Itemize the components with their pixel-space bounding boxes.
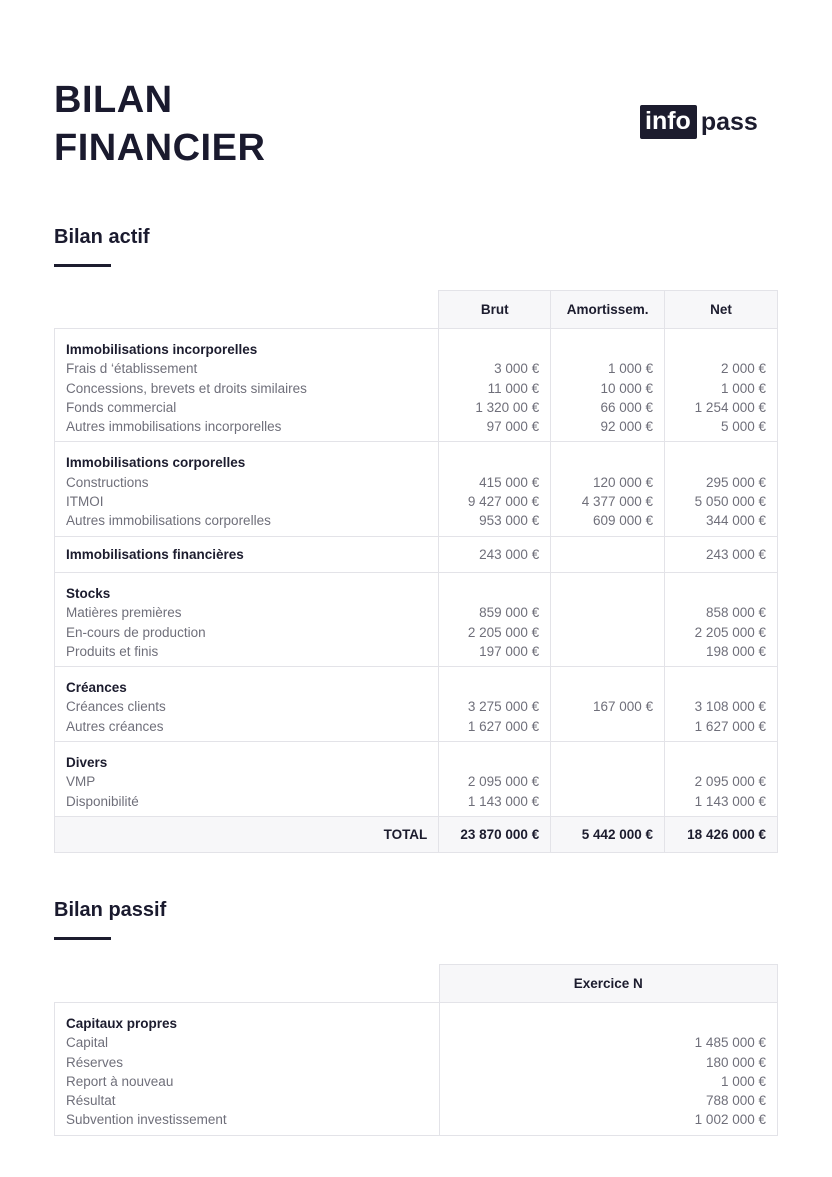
group-heading: Immobilisations financières <box>66 546 244 562</box>
logo-pass: pass <box>700 108 758 136</box>
item-brut: 1 320 00 € <box>475 399 540 415</box>
net-cell <box>665 329 778 442</box>
amortissement-cell <box>551 667 665 742</box>
actif-header-empty <box>55 291 439 329</box>
col-header-amortissement: Amortissem. <box>551 291 665 329</box>
item-amortissement: 167 000 € <box>593 699 654 715</box>
item-label: Capital <box>66 1035 109 1051</box>
amortissement-cell <box>551 442 665 536</box>
item-brut: 415 000 € <box>479 474 540 490</box>
amortissement-cell <box>551 742 665 817</box>
group-label-cell <box>55 442 439 536</box>
item-label: Résultat <box>66 1093 116 1109</box>
group-heading: Stocks <box>66 585 111 601</box>
actif-section-title: Bilan actif <box>54 226 150 248</box>
spacer <box>450 584 539 603</box>
actif-group-row <box>55 572 778 666</box>
item-net: 1 627 000 € <box>694 718 766 734</box>
spacer <box>562 678 653 697</box>
item-brut: 3 275 000 € <box>467 699 540 715</box>
actif-group-row <box>55 442 778 536</box>
item-net: 198 000 € <box>705 643 766 659</box>
actif-group-row <box>55 742 778 817</box>
actif-total-row <box>55 816 778 852</box>
item-label: Autres immobilisations incorporelles <box>66 419 282 435</box>
item-label: Produits et finis <box>66 643 159 659</box>
item-value: 1 002 000 € <box>694 1112 766 1128</box>
spacer <box>676 753 766 772</box>
spacer <box>450 340 539 359</box>
item-label: Frais d ‘établissement <box>66 361 198 377</box>
col-header-net: Net <box>665 291 778 329</box>
logo-info: info <box>640 105 697 139</box>
page-title-line2: FINANCIER <box>54 127 266 169</box>
amortissement-cell <box>551 329 665 442</box>
item-brut: 197 000 € <box>479 643 540 659</box>
item-label: Créances clients <box>66 699 166 715</box>
spacer <box>676 678 766 697</box>
net-cell <box>665 572 778 666</box>
spacer <box>562 753 653 772</box>
col-header-brut: Brut <box>439 291 551 329</box>
col-header-exercice: Exercice N <box>439 965 777 1003</box>
item-amortissement: 4 377 000 € <box>581 494 654 510</box>
group-net: 243 000 € <box>705 546 766 562</box>
group-label-cell <box>55 572 439 666</box>
spacer <box>450 753 539 772</box>
spacer <box>562 584 653 603</box>
group-label-cell <box>55 1003 440 1136</box>
net-cell <box>665 667 778 742</box>
item-net: 295 000 € <box>705 474 766 490</box>
passif-header-empty <box>55 965 440 1003</box>
item-amortissement <box>562 717 653 736</box>
item-label: Autres créances <box>66 718 164 734</box>
group-heading: Divers <box>66 755 108 771</box>
net-cell <box>665 742 778 817</box>
passif-header-row <box>55 965 778 1003</box>
item-label: Constructions <box>66 474 149 490</box>
item-amortissement <box>562 603 653 622</box>
total-brut: 23 870 000 € <box>439 816 551 852</box>
item-brut: 11 000 € <box>487 380 540 396</box>
item-net: 344 000 € <box>705 513 766 529</box>
item-value: 1 485 000 € <box>694 1035 766 1051</box>
item-net: 3 108 000 € <box>694 699 766 715</box>
passif-title-underline <box>54 937 111 940</box>
item-value: 180 000 € <box>705 1054 766 1070</box>
spacer <box>450 453 539 472</box>
item-label: ITMOI <box>66 494 104 510</box>
passif-section-title: Bilan passif <box>54 899 167 921</box>
item-amortissement <box>562 623 653 642</box>
amortissement-cell <box>551 572 665 666</box>
amortissement-cell <box>551 536 665 572</box>
spacer <box>450 678 539 697</box>
item-amortissement <box>562 792 653 811</box>
item-amortissement <box>562 772 653 791</box>
group-heading: Immobilisations incorporelles <box>66 342 258 357</box>
item-brut: 2 095 000 € <box>467 774 540 790</box>
actif-title-underline <box>54 264 111 267</box>
actif-table <box>54 290 778 853</box>
item-net: 1 254 000 € <box>694 399 766 415</box>
item-label: Concessions, brevets et droits similaires <box>66 380 307 396</box>
item-label: Autres immobilisations corporelles <box>66 513 271 529</box>
group-label-cell <box>55 536 439 572</box>
passif-group-row <box>55 1003 778 1136</box>
group-heading: Capitaux propres <box>66 1016 178 1031</box>
item-amortissement: 66 000 € <box>600 399 654 415</box>
spacer <box>451 1014 766 1033</box>
item-amortissement: 609 000 € <box>593 513 654 529</box>
total-amortissement: 5 442 000 € <box>551 816 665 852</box>
page-title-line1: BILAN <box>54 79 173 121</box>
exercice-cell <box>439 1003 777 1136</box>
actif-header-row <box>55 291 778 329</box>
item-brut: 1 627 000 € <box>467 718 540 734</box>
page-title <box>54 76 265 172</box>
item-label: En-cours de production <box>66 624 206 640</box>
actif-group-row <box>55 329 778 442</box>
total-net: 18 426 000 € <box>665 816 778 852</box>
passif-table <box>54 964 778 1136</box>
item-label: Report à nouveau <box>66 1073 174 1089</box>
item-value: 788 000 € <box>705 1093 766 1109</box>
brut-cell <box>439 329 551 442</box>
item-amortissement: 10 000 € <box>600 380 654 396</box>
spacer <box>562 453 653 472</box>
item-label: Disponibilité <box>66 793 139 809</box>
spacer <box>676 453 766 472</box>
group-heading: Immobilisations corporelles <box>66 455 246 471</box>
brut-cell <box>439 572 551 666</box>
spacer <box>562 340 653 359</box>
brut-cell <box>439 536 551 572</box>
brut-cell <box>439 742 551 817</box>
net-cell <box>665 536 778 572</box>
item-brut: 2 205 000 € <box>467 624 540 640</box>
spacer <box>676 340 766 359</box>
item-net: 5 050 000 € <box>694 494 766 510</box>
group-brut: 243 000 € <box>479 546 540 562</box>
actif-group-row <box>55 536 778 572</box>
item-net: 1 143 000 € <box>694 793 766 809</box>
item-net: 2 205 000 € <box>694 624 766 640</box>
item-amortissement: 1 000 € <box>608 361 654 377</box>
item-amortissement: 120 000 € <box>593 474 654 490</box>
total-label: TOTAL <box>55 816 439 852</box>
item-label: Matières premières <box>66 605 182 621</box>
net-cell <box>665 442 778 536</box>
item-net: 2 000 € <box>720 361 766 377</box>
item-brut: 97 000 € <box>486 419 540 435</box>
item-brut: 3 000 € <box>494 361 540 377</box>
item-label: Subvention investissement <box>66 1112 227 1128</box>
item-amortissement: 92 000 € <box>600 419 654 435</box>
item-label: VMP <box>66 774 96 790</box>
item-brut: 1 143 000 € <box>467 793 540 809</box>
item-label: Réserves <box>66 1054 124 1070</box>
item-brut: 859 000 € <box>479 605 540 621</box>
item-net: 5 000 € <box>720 419 766 435</box>
item-net: 2 095 000 € <box>694 774 766 790</box>
item-brut: 953 000 € <box>479 513 540 529</box>
actif-group-row <box>55 667 778 742</box>
item-amortissement <box>562 642 653 661</box>
item-value: 1 000 € <box>720 1073 766 1089</box>
item-label: Fonds commercial <box>66 399 177 415</box>
brut-cell <box>439 442 551 536</box>
infopass-logo <box>640 104 758 140</box>
group-label-cell <box>55 742 439 817</box>
group-heading: Créances <box>66 680 127 696</box>
group-label-cell <box>55 667 439 742</box>
item-brut: 9 427 000 € <box>467 494 540 510</box>
brut-cell <box>439 667 551 742</box>
spacer <box>676 584 766 603</box>
item-net: 858 000 € <box>705 605 766 621</box>
group-label-cell <box>55 329 439 442</box>
item-net: 1 000 € <box>720 380 766 396</box>
